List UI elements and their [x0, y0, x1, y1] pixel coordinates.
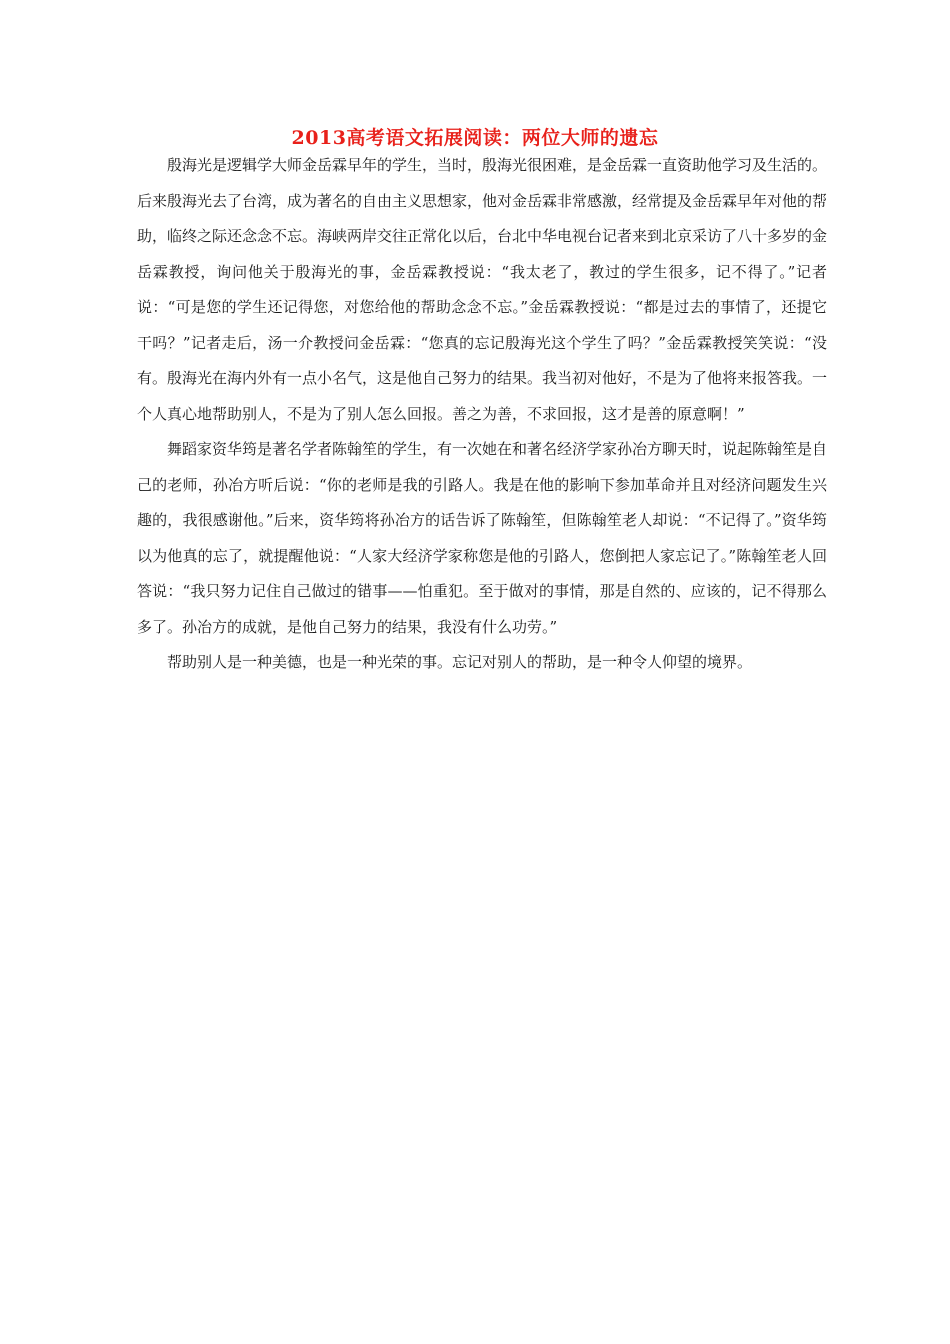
paragraph-jin-yuelin: 殷海光是逻辑学大师金岳霖早年的学生，当时，殷海光很困难，是金岳霖一直资助他学习及生活的。后来殷海光去了台湾，成为著名的自由主义思想家，他对金岳霖非常感激，经常提及金岳霖早年对他的帮助，临终之际还念念不忘。海峡两岸交往正常化以后，台北中华电视台记者来到北京采访了八十多岁的金岳霖教授，询问他关于殷海光的事，金岳霖教授说：“我太老了，教过的学生很多，记不得了。”记者说：“可是您的学生还记得您，对您给他的帮助念念不忘。”金岳霖教授说：“都是过去的事情了，还提它干吗？”记者走后，汤一介教授问金岳霖：“您真的忘记殷海光这个学生了吗？”金岳霖教授笑笑说：“没有。殷海光在海内外有一点小名气，这是他自己努力的结果。我当初对他好，不是为了他将来报答我。一个人真心地帮助别人，不是为了别人怎么回报。善之为善，不求回报，这才是善的原意啊！” [137, 156, 828, 423]
paragraph-conclusion: 帮助别人是一种美德，也是一种光荣的事。忘记对别人的帮助，是一种令人仰望的境界。 [167, 653, 753, 671]
paragraph-chen-hansheng: 舞蹈家资华筠是著名学者陈翰笙的学生，有一次她在和著名经济学家孙冶方聊天时，说起陈翰笙是自己的老师，孙冶方听后说：“你的老师是我的引路人。我是在他的影响下参加革命并且对经济问题发生兴趣的，我很感谢他。”后来，资华筠将孙冶方的话告诉了陈翰笙，但陈翰笙老人却说：“不记得了。”资华筠以为他真的忘了，就提醒他说：“人家大经济学家称您是他的引路人，您倒把人家忘记了。”陈翰笙老人回答说：“我只努力记住自己做过的错事——怕重犯。至于做对的事情，那是自然的、应该的，记不得那么多了。孙冶方的成就，是他自己努力的结果，我没有什么功劳。” [137, 440, 828, 636]
document-body [137, 148, 827, 681]
document-title: 2013高考语文拓展阅读：两位大师的遗忘 [291, 127, 659, 149]
